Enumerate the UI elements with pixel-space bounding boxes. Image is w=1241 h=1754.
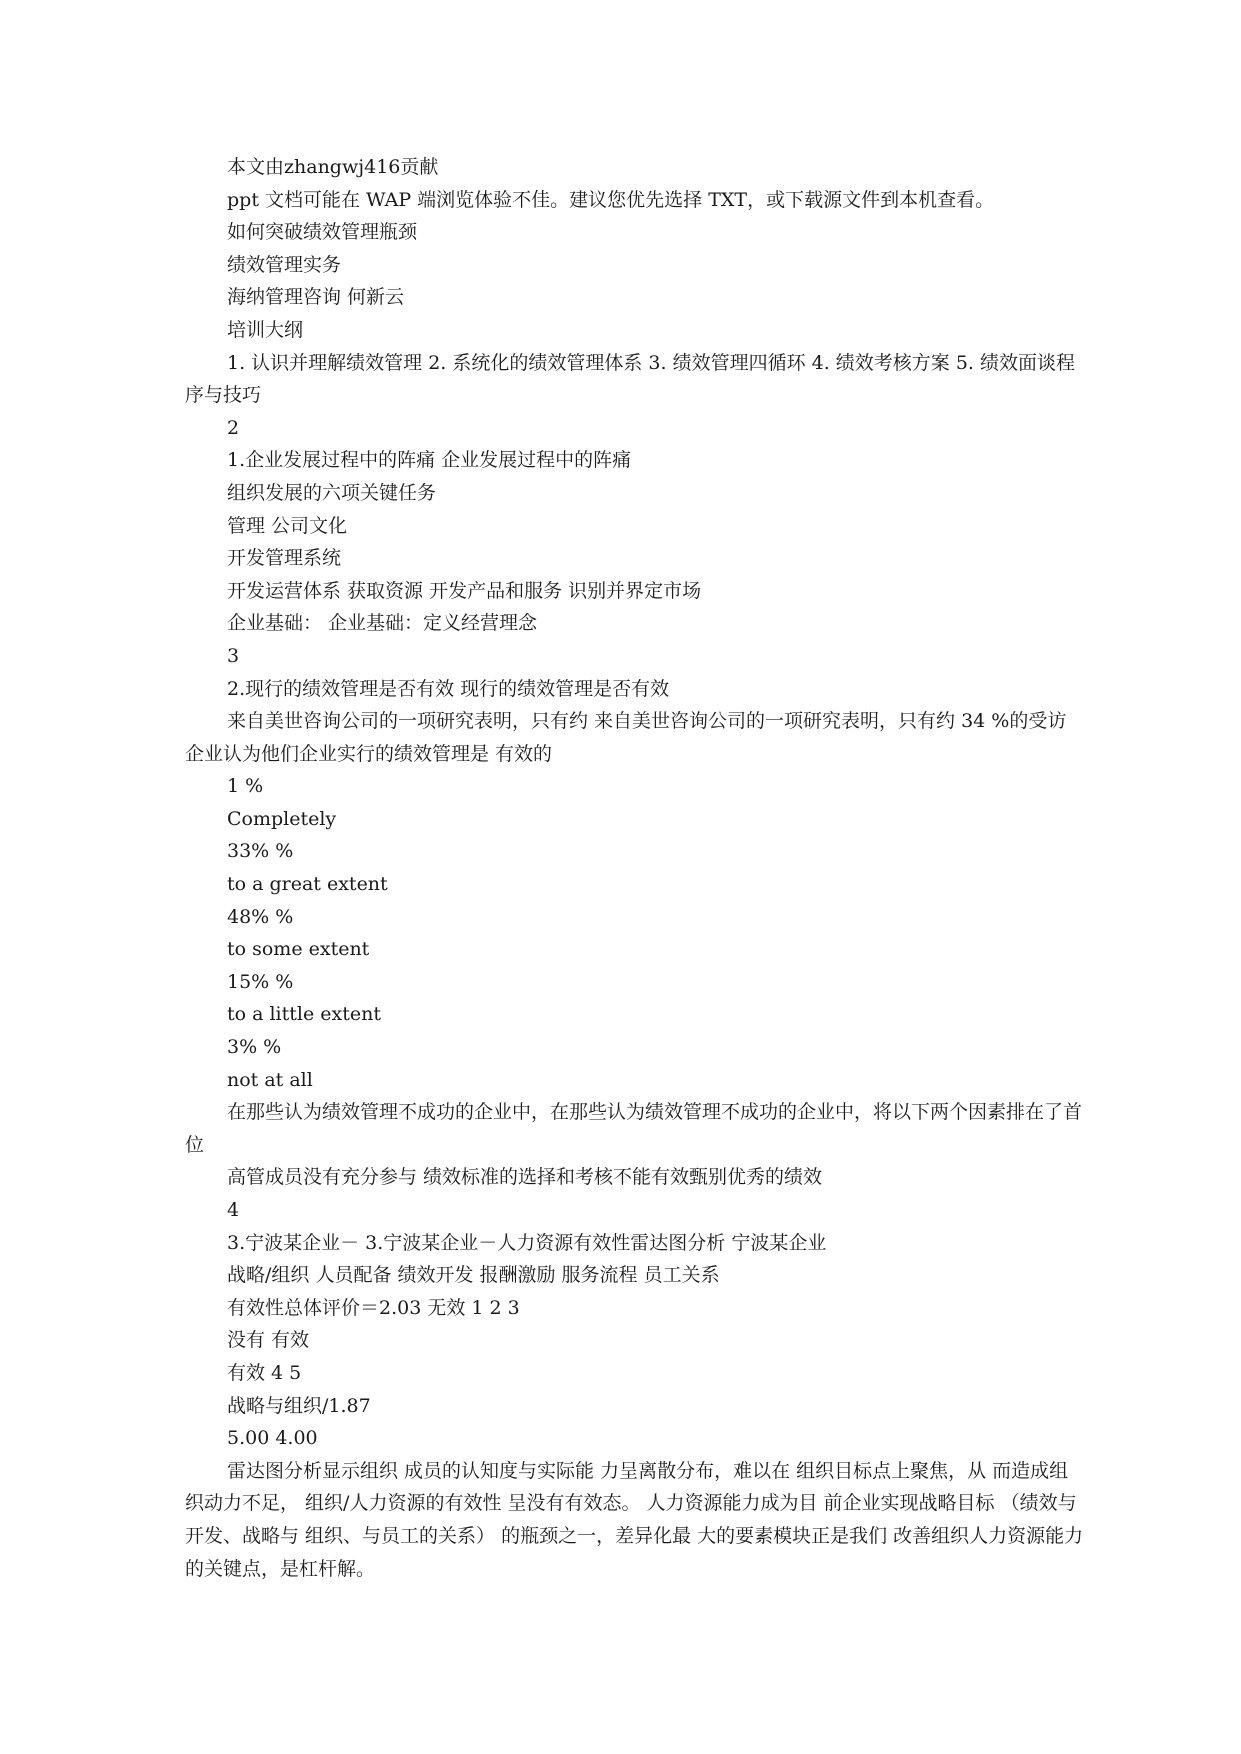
text-line: 组织发展的六项关键任务 xyxy=(227,481,437,504)
slide-number: 3 xyxy=(227,644,240,667)
document-body xyxy=(185,151,1085,1585)
text-line: 3% % xyxy=(227,1036,282,1059)
text-line: 战略与组织/1.87 xyxy=(227,1394,371,1417)
doc-title: 如何突破绩效管理瓶颈 xyxy=(227,221,418,244)
text-paragraph: 来自美世咨询公司的一项研究表明，只有约 来自美世咨询公司的一项研究表明，只有约 34 %的受访企业认为他们企业实行的绩效管理是 有效的 xyxy=(185,710,1067,765)
text-line: 企业基础： 企业基础：定义经营理念 xyxy=(227,612,538,635)
text-line: 高管成员没有充分参与 绩效标准的选择和考核不能有效甄别优秀的绩效 xyxy=(227,1166,823,1189)
outline-heading: 培训大纲 xyxy=(227,318,304,341)
text-line: Completely xyxy=(227,807,337,830)
text-line: 5.00 4.00 xyxy=(227,1427,318,1450)
section-heading: 3.宁波某企业－ 3.宁波某企业－人力资源有效性雷达图分析 宁波某企业 xyxy=(227,1231,827,1254)
text-line: 有效性总体评价＝2.03 无效 1 2 3 xyxy=(227,1296,520,1319)
text-line: 48% % xyxy=(227,905,294,928)
section-heading: 2.现行的绩效管理是否有效 现行的绩效管理是否有效 xyxy=(227,677,670,700)
text-line: 有效 4 5 xyxy=(227,1361,302,1384)
text-paragraph: 雷达图分析显示组织 成员的认知度与实际能 力呈离散分布，难以在 组织目标点上聚焦，从 而造成组织动力不足， 组织/人力资源的有效性 呈没有有效态。 人力资源能力成为目 前企业实现战略目标 （绩效与开发、战略与 组织、与员工的关系） 的瓶颈之一，差异化最 大的要素模块正是我们 改善组织人力资源能力 的关键点，是杠杆解。 xyxy=(185,1459,1084,1580)
author-line: 海纳管理咨询 何新云 xyxy=(227,286,405,309)
format-notice: ppt 文档可能在 WAP 端浏览体验不佳。建议您优先选择 TXT，或下载源文件到本机查看。 xyxy=(227,188,995,211)
slide-number: 2 xyxy=(227,416,240,439)
section-heading: 1.企业发展过程中的阵痛 企业发展过程中的阵痛 xyxy=(227,449,632,472)
text-line: to a little extent xyxy=(227,1003,381,1026)
text-line: 33% % xyxy=(227,840,294,863)
text-paragraph: 在那些认为绩效管理不成功的企业中，在那些认为绩效管理不成功的企业中，将以下两个因素排在了首位 xyxy=(185,1101,1083,1156)
text-line: 15% % xyxy=(227,970,294,993)
text-line: 没有 有效 xyxy=(227,1329,310,1352)
text-line: 管理 公司文化 xyxy=(227,514,348,537)
text-line: 1 % xyxy=(227,775,264,798)
text-line: 开发管理系统 xyxy=(227,547,342,570)
text-line: 开发运营体系 获取资源 开发产品和服务 识别并界定市场 xyxy=(227,579,702,602)
contributor-line: 本文由zhangwj416贡献 xyxy=(227,156,439,178)
slide-number: 4 xyxy=(227,1199,240,1221)
outline-items: 1. 认识并理解绩效管理 2. 系统化的绩效管理体系 3. 绩效管理四循环 4. 绩效考核方案 5. 绩效面谈程序与技巧 xyxy=(185,351,1075,407)
text-line: 战略/组织 人员配备 绩效开发 报酬激励 服务流程 员工关系 xyxy=(227,1264,720,1287)
text-line: not at all xyxy=(227,1068,313,1091)
text-line: to some extent xyxy=(227,938,370,961)
text-line: to a great extent xyxy=(227,873,388,896)
doc-subtitle: 绩效管理实务 xyxy=(227,253,342,276)
